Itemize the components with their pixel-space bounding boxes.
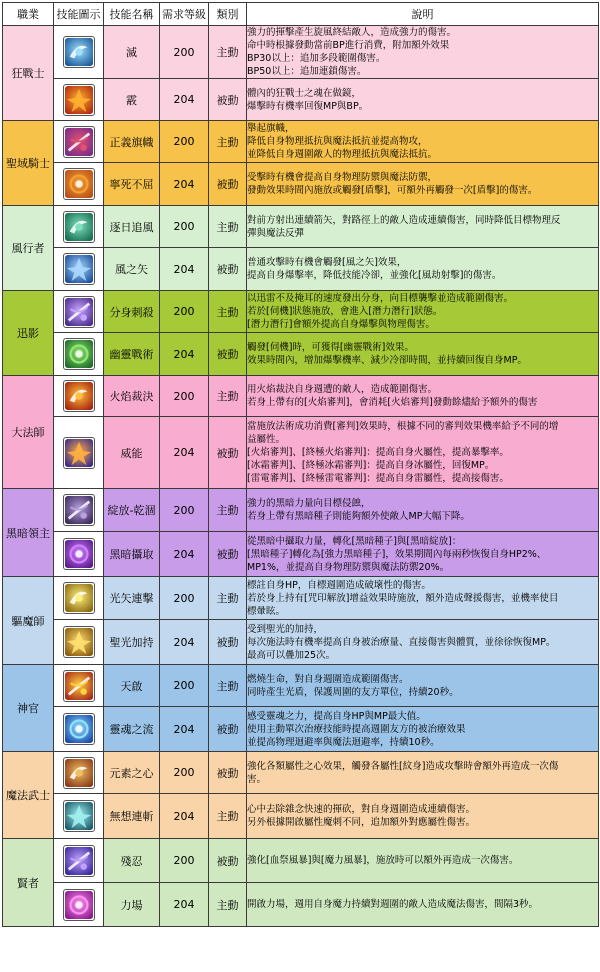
skill-name: 光矢連擊	[104, 577, 160, 620]
skill-type: 被動	[209, 707, 247, 752]
skill-description	[247, 26, 599, 79]
description-line: [潛力潛行]會額外提高自身爆擊與物理傷害。	[247, 319, 435, 330]
skill-row	[3, 665, 599, 707]
header-class: 職業	[3, 3, 54, 26]
skill-description	[247, 752, 599, 794]
skill-name: 殘忍	[104, 839, 160, 883]
skill-name: 威能	[104, 417, 160, 489]
skill-description	[247, 206, 599, 248]
skill-row	[3, 752, 599, 794]
skill-row	[3, 376, 599, 417]
description-line: BP30以上：追加多段範圍傷害。	[247, 53, 386, 64]
description-line: 效果時間內，增加爆擊機率、減少冷卻時間，並持續回復自身MP。	[247, 355, 527, 366]
skill-icon-cell	[54, 839, 104, 883]
skill-description	[247, 532, 599, 577]
description-line: 普通攻擊時有機會觸發[風之矢]效果，	[247, 257, 407, 268]
description-line: 心中去除雜念快速的揮砍，對自身週圍造成連續傷害。	[247, 804, 476, 815]
description-line: 降低自身物理抵抗與魔法抵抗並提高物攻，	[247, 136, 428, 147]
description-line: 另外根據開啟屬性魔刺不同，追加額外對應屬性傷害。	[247, 817, 476, 828]
required-level: 204	[160, 883, 209, 927]
description-line: 從黑暗中攝取力量，轉化[黑暗種子]與[黑暗綻放]：	[247, 535, 462, 547]
description-line: 強化[血祭風暴]與[魔力風暴]，施放時可以額外再造成一次傷害。	[247, 855, 519, 866]
description-line: 標註自身HP，自標週圍造成破壞性的傷害。	[247, 579, 431, 591]
header-row	[3, 3, 599, 26]
wind-arrow-passive-icon	[63, 253, 95, 285]
required-level: 200	[160, 839, 209, 883]
skill-name: 元素之心	[104, 752, 160, 794]
rage-spirit-icon	[63, 84, 95, 116]
description-line: 對前方射出連續箭矢，對路徑上的敵人造成連續傷害，同時降低目標物理反	[247, 214, 561, 226]
description-line: 並降低自身週圍敵人的物理抵抗與魔法抵抗。	[247, 149, 438, 160]
description-line: 當施放法術成功消費[審判]效果時，根據不同的審判效果機率給予不同的增	[247, 421, 559, 432]
header-type: 類別	[209, 3, 247, 26]
skill-type: 被動	[209, 79, 247, 121]
header-level: 需求等級	[160, 3, 209, 26]
required-level: 204	[160, 620, 209, 665]
description-line: 命中時根據發動當前BP進行消費，附加額外效果	[247, 40, 450, 51]
skill-icon-cell	[54, 121, 104, 163]
skill-type: 被動	[209, 417, 247, 489]
skill-name: 火焰裁決	[104, 376, 160, 417]
skill-row	[3, 333, 599, 376]
required-level: 200	[160, 291, 209, 333]
skill-row	[3, 577, 599, 620]
skill-table-body	[3, 26, 599, 927]
description-line: 觸發[伺機]時，可獲得[幽靈戰術]效果。	[247, 342, 414, 353]
blue-whirlwind-icon	[63, 36, 95, 68]
unyielding-icon	[63, 168, 95, 200]
skill-description	[247, 489, 599, 532]
class-name: 聖域騎士	[3, 121, 54, 206]
skill-name: 聖光加持	[104, 620, 160, 665]
required-level: 204	[160, 163, 209, 206]
holy-light-icon	[63, 626, 95, 658]
description-line: 若身上帶有黑暗種子則能夠額外使敵人MP大幅下降。	[247, 511, 470, 522]
description-line: 若於[伺機]狀態施放，會進入[潛力潛行]狀態。	[247, 306, 443, 317]
description-line: 若於身上持有[咒印解放]增益效果時施放，額外造成聲援傷害，並機率使目	[247, 592, 559, 604]
skill-description	[247, 333, 599, 376]
description-line: [火焰審判]、[終極火焰審判]：提高自身火屬性，提高暴擊率。	[247, 447, 509, 458]
skill-icon-cell	[54, 417, 104, 489]
skill-row	[3, 206, 599, 248]
header-icon: 技能圖示	[54, 3, 104, 26]
skill-row	[3, 707, 599, 752]
description-line: 每次施法時有機率提高自身被治療量、直接傷害與體質，並徐徐恢復MP。	[247, 636, 556, 648]
class-name: 驅魔師	[3, 577, 54, 665]
description-line: BP50以上：追加連鎖傷害。	[247, 66, 367, 77]
class-name: 迅影	[3, 291, 54, 376]
skill-icon-cell	[54, 532, 104, 577]
skill-type: 主動	[209, 665, 247, 707]
description-line: 舉起旗幟，	[247, 123, 295, 134]
skill-row	[3, 532, 599, 577]
class-name: 黑暗領主	[3, 489, 54, 577]
header-description: 說明	[247, 3, 599, 26]
description-line: 提高自身爆擊率，降低技能冷卻，並強化[風劫射擊]的傷害。	[247, 270, 502, 281]
skill-type: 被動	[209, 248, 247, 291]
description-line: 受擊時有機會提高自身物理防禦與魔法防禦，	[247, 172, 438, 183]
required-level: 200	[160, 121, 209, 163]
skill-name: 霰	[104, 79, 160, 121]
required-level: 200	[160, 752, 209, 794]
description-line: 同時產生光盾，保護周圍的友方單位，持續20秒。	[247, 686, 459, 698]
description-line: 以迅雷不及掩耳的速度發出分身，向目標襲擊並造成範圍傷害。	[247, 293, 514, 304]
skill-type: 主動	[209, 291, 247, 333]
skill-description	[247, 577, 599, 620]
skill-description	[247, 839, 599, 883]
class-name: 賢者	[3, 839, 54, 927]
skill-row	[3, 291, 599, 333]
skill-type: 被動	[209, 333, 247, 376]
skill-row	[3, 121, 599, 163]
rapid-slash-icon	[63, 800, 95, 832]
skill-description	[247, 163, 599, 206]
skill-name: 綻放-乾涸	[104, 489, 160, 532]
required-level: 204	[160, 79, 209, 121]
skill-row	[3, 248, 599, 291]
class-name: 大法師	[3, 376, 54, 489]
skill-type: 主動	[209, 577, 247, 620]
skill-description	[247, 291, 599, 333]
banner-icon	[63, 126, 95, 158]
required-level: 204	[160, 794, 209, 839]
description-line: 使用主動單次治療技能時提高週圍友方的被治療效果	[247, 723, 466, 735]
skill-description	[247, 665, 599, 707]
force-field-icon	[63, 889, 95, 921]
skill-description	[247, 794, 599, 839]
description-line: 並提高物理迴避率與魔法迴避率，持續10秒。	[247, 736, 440, 748]
skill-name: 天啟	[104, 665, 160, 707]
description-line: 爆擊時有機率回復MP與BP。	[247, 100, 369, 112]
skill-icon-cell	[54, 333, 104, 376]
dark-bloom-icon	[63, 494, 95, 526]
required-level: 204	[160, 417, 209, 489]
skill-table	[2, 2, 599, 927]
skill-name: 力場	[104, 883, 160, 927]
skill-description	[247, 79, 599, 121]
skill-row	[3, 79, 599, 121]
description-line: 開啟力場，週用自身魔力持續對週圍的敵人造成魔法傷害，間隔3秒。	[247, 899, 539, 910]
skill-row	[3, 489, 599, 532]
skill-type: 被動	[209, 163, 247, 206]
skill-icon-cell	[54, 707, 104, 752]
phantom-icon	[63, 338, 95, 370]
skill-description	[247, 707, 599, 752]
shadow-clone-icon	[63, 296, 95, 328]
skill-icon-cell	[54, 79, 104, 121]
required-level: 204	[160, 707, 209, 752]
skill-name: 風之矢	[104, 248, 160, 291]
skill-icon-cell	[54, 206, 104, 248]
skill-row	[3, 883, 599, 927]
required-level: 200	[160, 665, 209, 707]
skill-type: 主動	[209, 489, 247, 532]
skill-description	[247, 417, 599, 489]
skill-icon-cell	[54, 794, 104, 839]
fire-judgement-icon	[63, 380, 95, 412]
revelation-icon	[63, 670, 95, 702]
skill-icon-cell	[54, 577, 104, 620]
description-line: 益屬性。	[247, 434, 286, 445]
skill-type: 被動	[209, 532, 247, 577]
required-level: 200	[160, 577, 209, 620]
description-line: 體內的狂戰士之魂在做鏡，	[247, 87, 362, 99]
header-name: 技能名稱	[104, 3, 160, 26]
soul-stream-icon	[63, 713, 95, 745]
description-line: 強力的黑暗力量向目標侵蝕，	[247, 498, 371, 509]
skill-name: 正義旗幟	[104, 121, 160, 163]
skill-name: 分身刺殺	[104, 291, 160, 333]
dark-absorb-icon	[63, 538, 95, 570]
skill-icon-cell	[54, 26, 104, 79]
class-name: 狂戰士	[3, 26, 54, 121]
description-line: 害。	[247, 773, 267, 785]
cruelty-icon	[63, 845, 95, 877]
arcane-power-icon	[63, 437, 95, 469]
skill-type: 被動	[209, 752, 247, 794]
skill-row	[3, 620, 599, 665]
skill-name: 幽靈戰術	[104, 333, 160, 376]
description-line: 用火焰裁決自身週遭的敵人，造成範圍傷害。	[247, 384, 438, 395]
skill-icon-cell	[54, 665, 104, 707]
skill-row	[3, 417, 599, 489]
description-line: 感受靈魂之力，提高自身HP與MP最大值。	[247, 710, 426, 722]
description-line: 發動效果時間內施放或觸發[盾擊]，可額外再觸發一次[盾擊]的傷害。	[247, 185, 538, 196]
element-heart-icon	[63, 757, 95, 789]
description-line: 受到聖光的加持，	[247, 623, 324, 635]
description-line: 標暈眩。	[247, 605, 286, 617]
description-line: 若身上帶有的[火焰審判]，會消耗[火焰審判]發動餘燼給予額外的傷害	[247, 397, 538, 408]
required-level: 200	[160, 376, 209, 417]
skill-name: 滅	[104, 26, 160, 79]
skill-row	[3, 794, 599, 839]
skill-icon-cell	[54, 376, 104, 417]
skill-row	[3, 26, 599, 79]
skill-name: 寧死不屈	[104, 163, 160, 206]
skill-name: 靈魂之流	[104, 707, 160, 752]
skill-description	[247, 883, 599, 927]
class-name: 神官	[3, 665, 54, 752]
required-level: 204	[160, 333, 209, 376]
required-level: 204	[160, 248, 209, 291]
skill-type: 主動	[209, 883, 247, 927]
light-bolt-icon	[63, 582, 95, 614]
description-line: 強化各類屬性之心效果，觸發各屬性[紋身]造成攻擊時會額外再造成一次傷	[247, 760, 559, 772]
description-line: [黑暗種子]轉化為[強力黑暗種子]，效果期間內每兩秒恢復自身HP2%、	[247, 548, 547, 560]
skill-icon-cell	[54, 489, 104, 532]
description-line: 燃燒生命，對自身週圍造成範圍傷害。	[247, 673, 409, 685]
skill-description	[247, 121, 599, 163]
skill-name: 逐日追風	[104, 206, 160, 248]
skill-row	[3, 163, 599, 206]
description-line: [雷電審判]、[終極雷電審判]：提高自身雷屬性，提高接傷害。	[247, 473, 509, 484]
description-line: [冰霜審判]、[終極冰霜審判]：提高自身冰屬性，回復MP。	[247, 460, 495, 471]
skill-name: 黑暗攝取	[104, 532, 160, 577]
required-level: 204	[160, 532, 209, 577]
skill-icon-cell	[54, 163, 104, 206]
skill-description	[247, 620, 599, 665]
required-level: 200	[160, 206, 209, 248]
skill-icon-cell	[54, 883, 104, 927]
required-level: 200	[160, 489, 209, 532]
skill-description	[247, 376, 599, 417]
skill-icon-cell	[54, 620, 104, 665]
skill-name: 無想連斬	[104, 794, 160, 839]
skill-type: 主動	[209, 206, 247, 248]
class-name: 風行者	[3, 206, 54, 291]
skill-row	[3, 839, 599, 883]
skill-type: 主動	[209, 376, 247, 417]
wind-arrow-icon	[63, 211, 95, 243]
required-level: 200	[160, 26, 209, 79]
skill-icon-cell	[54, 291, 104, 333]
skill-type: 被動	[209, 620, 247, 665]
skill-type: 被動	[209, 839, 247, 883]
skill-type: 主動	[209, 121, 247, 163]
description-line: 強力的揮擊產生旋風終結敵人，造成強力的傷害。	[247, 27, 457, 38]
description-line: 彈與魔法反彈	[247, 227, 305, 239]
skill-type: 主動	[209, 26, 247, 79]
skill-type: 主動	[209, 794, 247, 839]
skill-description	[247, 248, 599, 291]
description-line: MP1%，並提高自身物理防禦與魔法防禦20%。	[247, 561, 450, 573]
skill-icon-cell	[54, 752, 104, 794]
class-name: 魔法武士	[3, 752, 54, 839]
description-line: 最高可以疊加25次。	[247, 649, 336, 661]
skill-icon-cell	[54, 248, 104, 291]
